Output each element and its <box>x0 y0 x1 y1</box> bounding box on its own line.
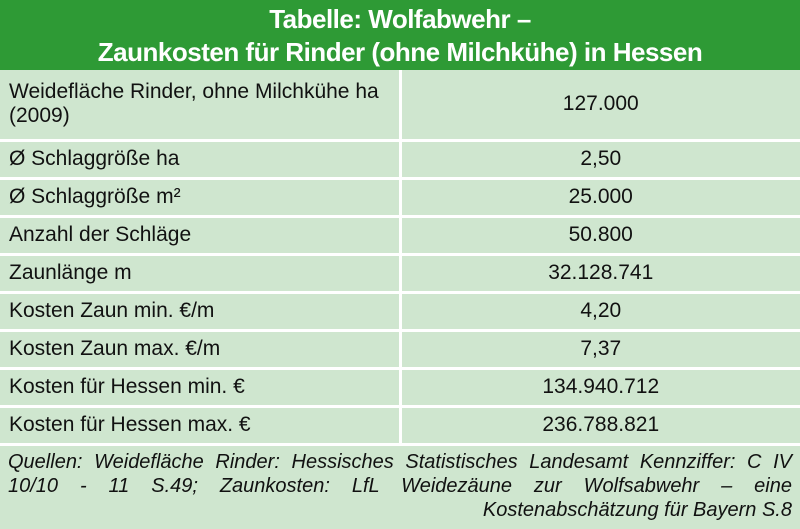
row-value: 2,50 <box>400 140 800 178</box>
row-value: 134.940.712 <box>400 368 800 406</box>
table-row <box>0 330 800 368</box>
row-value: 25.000 <box>400 178 800 216</box>
row-value: 7,37 <box>400 330 800 368</box>
row-label: Kosten für Hessen max. € <box>0 406 400 444</box>
row-label: Kosten für Hessen min. € <box>0 368 400 406</box>
row-label: Anzahl der Schläge <box>0 216 400 254</box>
table-row <box>0 140 800 178</box>
row-label: Ø Schlaggröße ha <box>0 140 400 178</box>
row-label: Kosten Zaun min. €/m <box>0 292 400 330</box>
table-row <box>0 406 800 444</box>
table-row <box>0 292 800 330</box>
row-value: 127.000 <box>400 70 800 140</box>
row-label: Zaunlänge m <box>0 254 400 292</box>
row-value: 50.800 <box>400 216 800 254</box>
table-row <box>0 254 800 292</box>
row-value: 236.788.821 <box>400 406 800 444</box>
row-label: Weidefläche Rinder, ohne Milchkühe ha (2009) <box>0 70 400 140</box>
sources-footnote: Quellen: Weidefläche Rinder: Hessisches Statistisches Landesamt Kennziffer: C IV 10/10 - 11 S.49; Zaunkosten: LfL Weidezäune zur Wolfsabwehr – eine Kostenabschätzung für Bayern S.8 <box>8 451 792 521</box>
table-row <box>0 368 800 406</box>
table-row <box>0 178 800 216</box>
table-row <box>0 70 800 140</box>
table-row <box>0 216 800 254</box>
row-label: Ø Schlaggröße m² <box>0 178 400 216</box>
table-title-line-2: Zaunkosten für Rinder (ohne Milchkühe) in Hessen <box>97 37 703 67</box>
row-label: Kosten Zaun max. €/m <box>0 330 400 368</box>
table-title-line-1: Tabelle: Wolfabwehr – <box>269 4 531 34</box>
table-title-banner <box>0 0 800 70</box>
cost-table <box>0 70 800 446</box>
row-value: 32.128.741 <box>400 254 800 292</box>
row-value: 4,20 <box>400 292 800 330</box>
